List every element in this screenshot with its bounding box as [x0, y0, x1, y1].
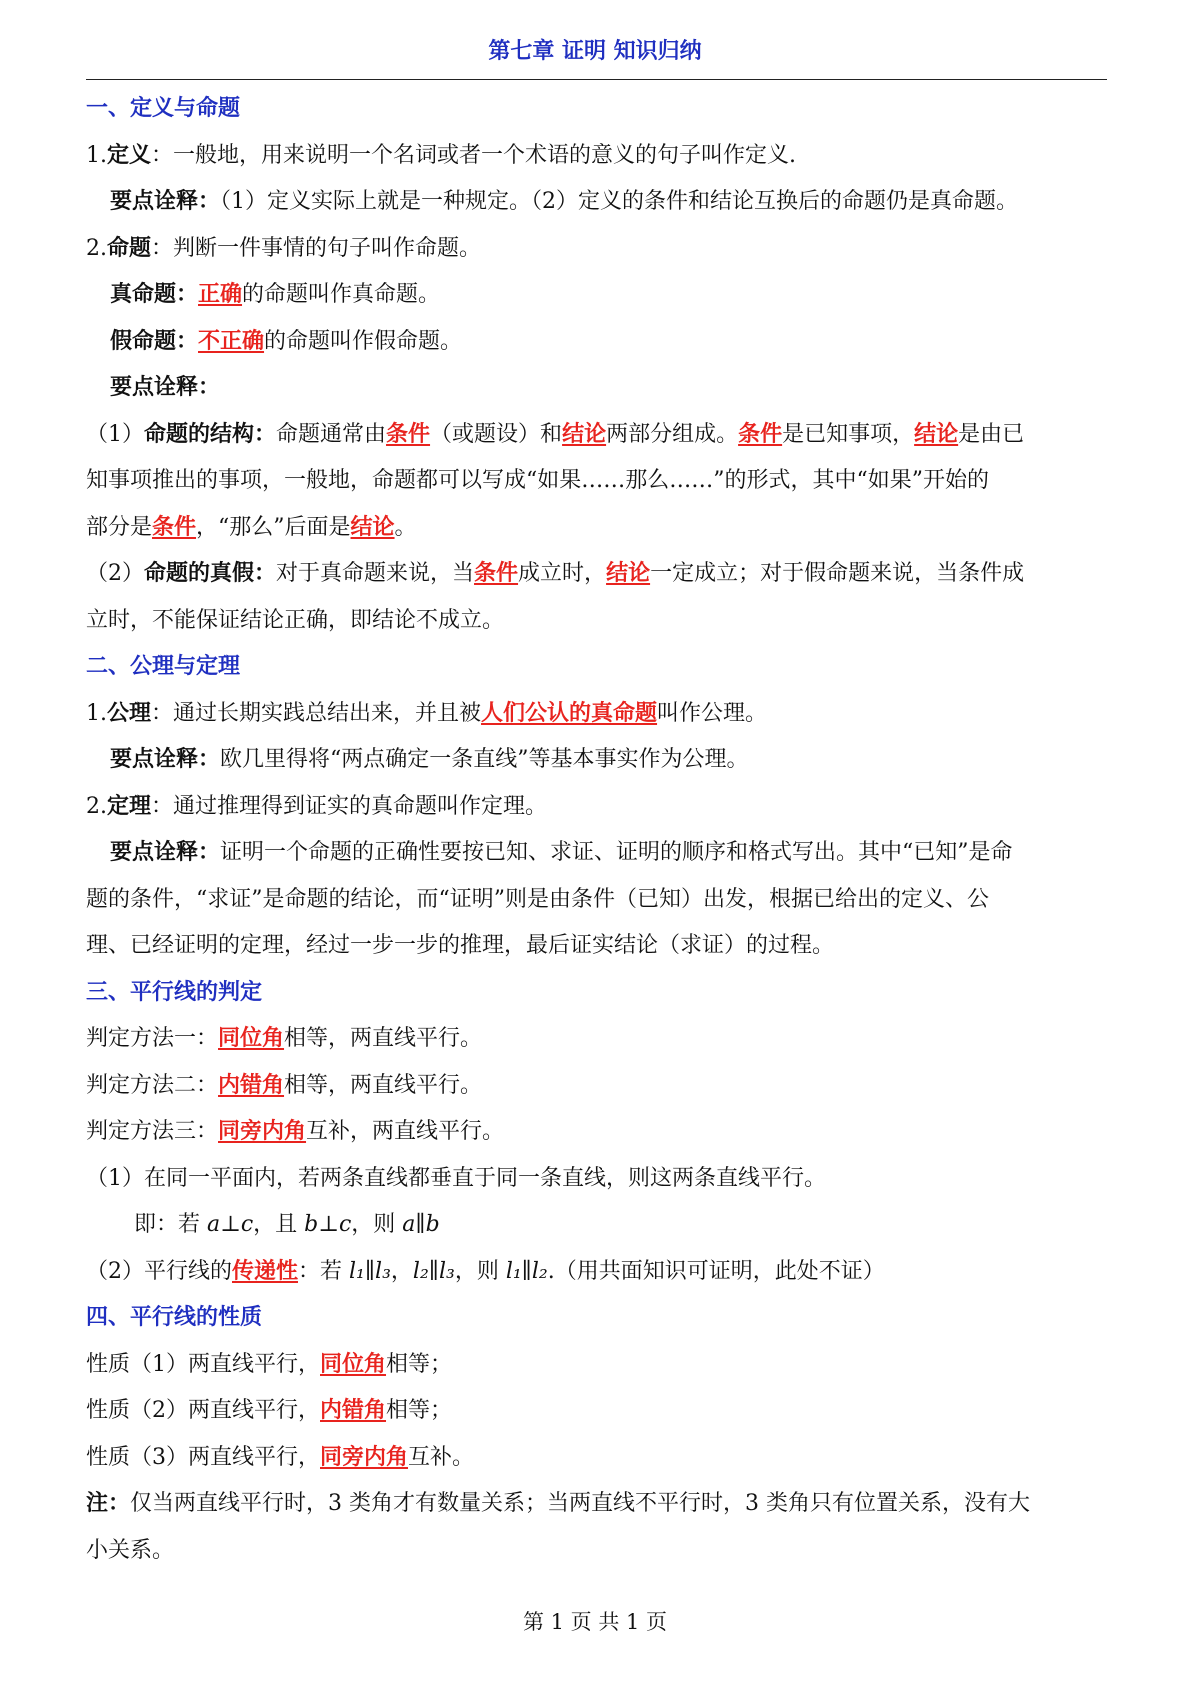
key-term: 内错角: [218, 1072, 285, 1098]
text: 。: [394, 514, 417, 540]
key-term: 条件: [474, 561, 519, 586]
text: 立时，不能保证结论正确，即结论不成立。: [86, 607, 505, 633]
key-term: 条件: [152, 514, 197, 540]
bold-term: 注：: [86, 1491, 131, 1516]
text: 知事项推出的事项，一般地，命题都可以写成“如果……那么……”的形式，其中“如果”开始的: [86, 468, 989, 493]
bold-term: 命题的真假：: [144, 561, 277, 586]
math-var: a: [207, 1212, 221, 1237]
text: 性质（2）两直线平行，: [86, 1398, 320, 1423]
text: 2.: [86, 235, 107, 261]
math-symbol: ∥: [364, 1258, 376, 1284]
text: 证明一个命题的正确性要按已知、求证、证明的顺序和格式写出。其中“已知”是命: [220, 840, 1013, 865]
section-heading-definition-proposition: 一、定义与命题: [86, 96, 241, 121]
text: ，则: [454, 1258, 506, 1284]
title-underline: [86, 79, 1107, 80]
bold-term: 公理: [107, 700, 152, 726]
text: ，则: [351, 1212, 403, 1237]
text: 一定成立；对于假命题来说，当条件成: [650, 561, 1025, 586]
bold-term: 定义: [107, 142, 152, 168]
page-title: 第七章 证明 知识归纳: [488, 39, 702, 64]
paragraph: [86, 458, 1116, 505]
text: （1）在同一平面内，若两条直线都垂直于同一条直线，则这两条直线平行。: [86, 1165, 826, 1191]
key-term: 传递性: [232, 1258, 299, 1284]
paragraph: [86, 1016, 1116, 1063]
text: （或题设）和: [430, 421, 563, 447]
bold-term: 假命题：: [110, 328, 199, 354]
paragraph: [86, 1435, 1116, 1482]
key-term: 结论: [606, 561, 651, 586]
text: 的命题叫作假命题。: [264, 328, 463, 354]
key-term: 同旁内角: [218, 1119, 307, 1144]
text: 相等，两直线平行。: [284, 1072, 483, 1098]
text: 1.: [86, 142, 107, 168]
text: 理、已经证明的定理，经过一步一步的推理，最后证实结论（求证）的过程。: [86, 933, 835, 958]
text: 2.: [86, 793, 107, 819]
math-var: a: [402, 1212, 416, 1237]
key-term: 同旁内角: [320, 1444, 409, 1470]
paragraph: [86, 551, 1116, 598]
text: 判定方法一：: [86, 1026, 219, 1051]
text: 即：若: [134, 1212, 207, 1237]
bold-term: 定理: [107, 793, 152, 819]
text: （2）平行线的: [86, 1258, 232, 1284]
key-term: 正确: [198, 282, 243, 307]
math-symbol: ∥: [428, 1258, 439, 1284]
paragraph: [86, 1481, 1116, 1528]
text: ：若: [298, 1258, 350, 1284]
text: ：一般地，用来说明一个名词或者一个术语的意义的句子叫作定义.: [151, 142, 797, 168]
math-var: c: [240, 1212, 254, 1237]
page-footer: 第 1 页 共 1 页: [522, 1610, 668, 1634]
paragraph: [86, 272, 1116, 319]
key-term: 结论: [350, 514, 395, 540]
paragraph: [86, 737, 1116, 784]
text: 成立时，: [518, 561, 607, 586]
paragraph: [86, 1109, 1116, 1156]
text: 相等；: [386, 1398, 453, 1423]
paragraph: [86, 412, 1116, 459]
text: 的命题叫作真命题。: [242, 282, 441, 307]
text: ：通过推理得到证实的真命题叫作定理。: [151, 793, 548, 819]
paragraph: [86, 505, 1116, 552]
text: 是由已: [958, 421, 1025, 447]
paragraph: [86, 691, 1116, 738]
text: 性质（3）两直线平行，: [86, 1444, 320, 1470]
bold-term: 命题: [107, 235, 152, 261]
math-var: l₁: [349, 1258, 365, 1284]
math-var: l₂: [412, 1258, 429, 1284]
text: 小关系。: [86, 1537, 175, 1563]
math-symbol: ∥: [521, 1258, 532, 1284]
key-term: 不正确: [198, 328, 265, 354]
key-term: 结论: [562, 421, 607, 447]
key-term: 内错角: [320, 1398, 387, 1423]
text: 部分是: [86, 514, 153, 540]
paragraph: [86, 1388, 1116, 1435]
text: 性质（1）两直线平行，: [86, 1351, 320, 1377]
bold-term: 真命题：: [110, 282, 199, 307]
paragraph: [86, 1528, 1116, 1575]
text: 1.: [86, 700, 107, 726]
text: 仅当两直线平行时，3 类角才有数量关系；当两直线不平行时，3 类角只有位置关系，没有大: [130, 1491, 1030, 1516]
math-symbol: ∥: [415, 1212, 426, 1237]
text: 欧几里得将“两点确定一条直线”等基本事实作为公理。: [220, 747, 749, 772]
key-term: 结论: [914, 421, 959, 447]
paragraph: [86, 1063, 1116, 1110]
paragraph: [86, 133, 1116, 180]
paragraph: [86, 784, 1116, 831]
paragraph: [86, 365, 1116, 412]
paragraph: [86, 226, 1116, 273]
paragraph: [86, 1156, 1116, 1203]
paragraph: [86, 830, 1116, 877]
text: 相等，两直线平行。: [284, 1026, 483, 1051]
text: 判定方法二：: [86, 1072, 219, 1098]
paragraph: [86, 598, 1116, 645]
text: ，且: [253, 1212, 305, 1237]
text: ：判断一件事情的句子叫作命题。: [151, 235, 482, 261]
text: ：通过长期实践总结出来，并且被: [151, 700, 482, 726]
bold-term: 要点诠释：: [110, 189, 221, 214]
paragraph: [86, 923, 1116, 970]
key-term: 同位角: [320, 1351, 387, 1377]
paragraph: [86, 1249, 1116, 1296]
page-content: [86, 86, 1116, 1574]
text: ，: [390, 1258, 413, 1284]
formula-line: [86, 1202, 1116, 1249]
math-symbol: ⊥: [220, 1212, 241, 1237]
key-term: 同位角: [218, 1026, 285, 1051]
text: （1）定义实际上就是一种规定。（2）定义的条件和结论互换后的命题仍是真命题。: [220, 189, 1019, 214]
paragraph: [86, 319, 1116, 366]
text: 两部分组成。: [606, 421, 739, 447]
text: 判定方法三：: [86, 1119, 219, 1144]
key-term: 条件: [738, 421, 783, 447]
text: 互补，两直线平行。: [306, 1119, 505, 1144]
paragraph: [86, 179, 1116, 226]
text: 互补。: [408, 1444, 475, 1470]
paragraph: [86, 1342, 1116, 1389]
paragraph: [86, 877, 1116, 924]
text: 是已知事项，: [782, 421, 915, 447]
math-var: l₃: [438, 1258, 455, 1284]
section-heading-axiom-theorem: 二、公理与定理: [86, 654, 241, 679]
text: 叫作公理。: [657, 700, 768, 726]
text: 命题通常由: [276, 421, 387, 447]
math-symbol: ⊥: [318, 1212, 339, 1237]
text: .（用共面知识可证明，此处不证）: [547, 1258, 885, 1284]
math-var: l₂: [531, 1258, 548, 1284]
bold-term: 要点诠释：: [110, 375, 221, 400]
text: ，“那么”后面是: [196, 514, 351, 540]
math-var: l₃: [375, 1258, 391, 1284]
math-var: l₁: [505, 1258, 522, 1284]
key-term: 条件: [386, 421, 431, 447]
math-var: b: [304, 1212, 319, 1237]
text: （1）: [86, 421, 144, 447]
bold-term: 要点诠释：: [110, 747, 221, 772]
text: 题的条件，“求证”是命题的结论，而“证明”则是由条件（已知）出发，根据已给出的定义、公: [86, 886, 989, 912]
math-var: b: [425, 1212, 440, 1237]
key-term: 人们公认的真命题: [481, 700, 658, 726]
bold-term: 命题的结构：: [144, 421, 277, 447]
bold-term: 要点诠释：: [110, 840, 221, 865]
section-heading-parallel-criteria: 三、平行线的判定: [86, 979, 263, 1005]
math-var: c: [338, 1212, 352, 1237]
text: 相等；: [386, 1351, 453, 1377]
text: 对于真命题来说，当: [276, 561, 475, 586]
text: （2）: [86, 561, 144, 586]
section-heading-parallel-properties: 四、平行线的性质: [86, 1305, 263, 1330]
